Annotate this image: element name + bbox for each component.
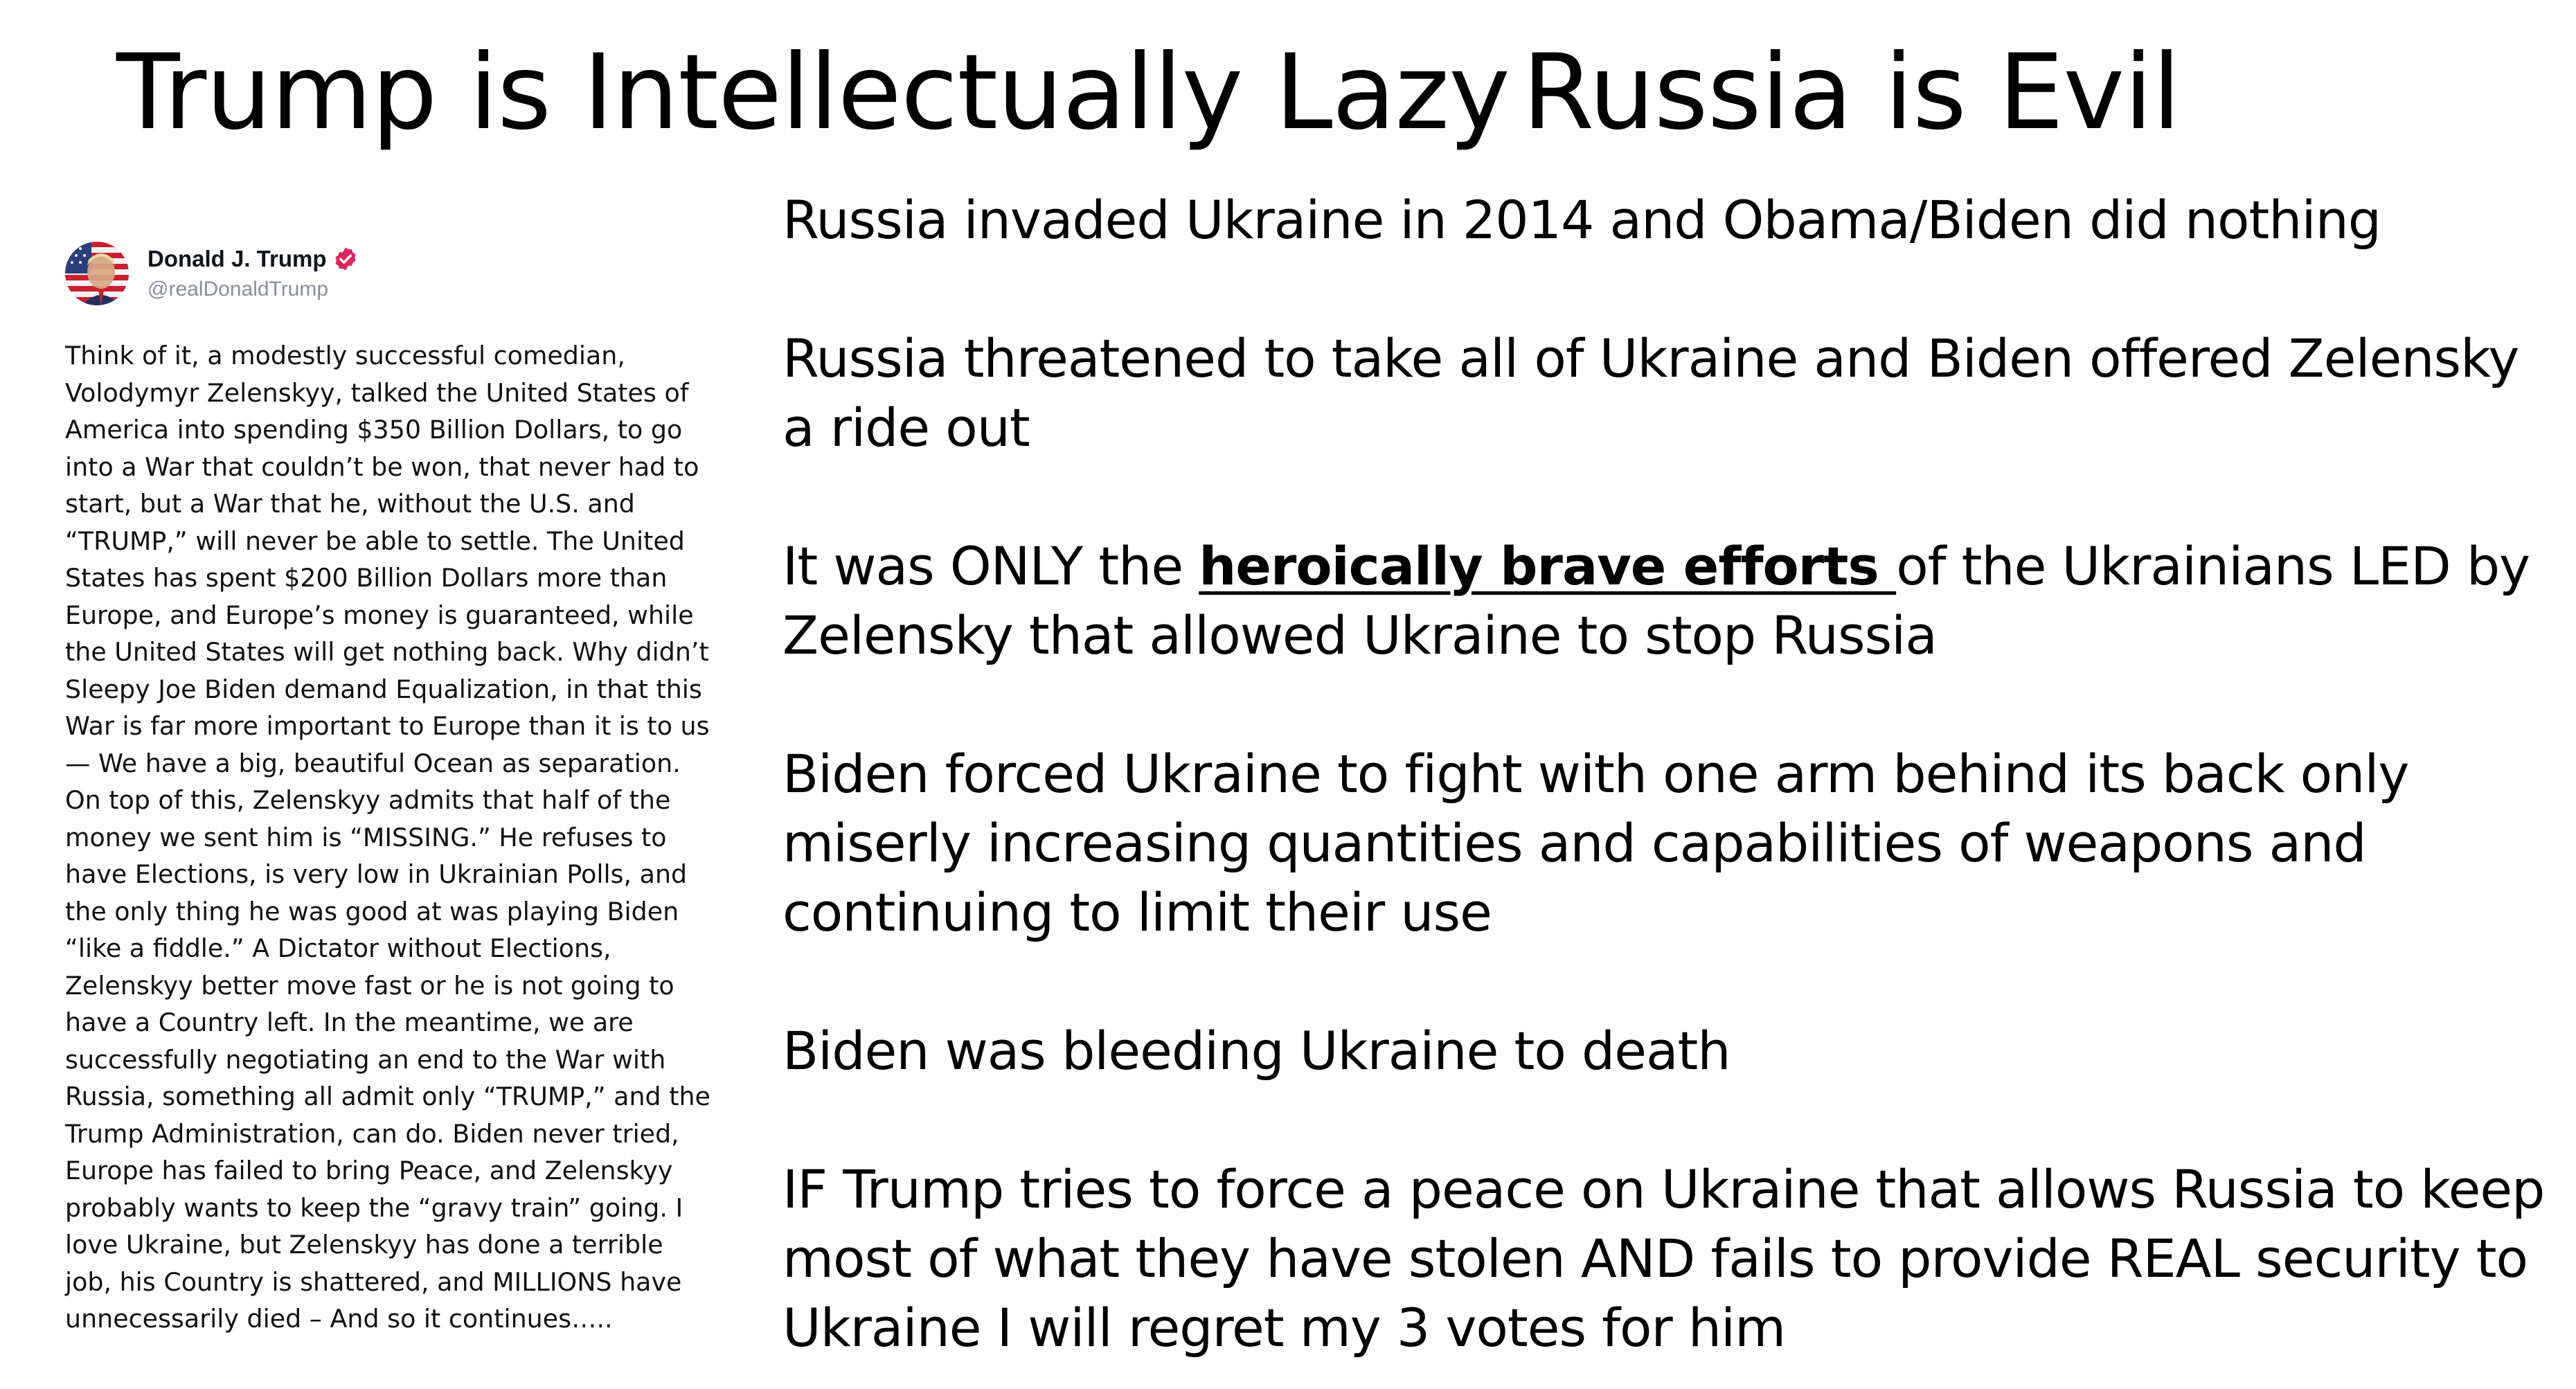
tweet-header: [65, 239, 716, 308]
tweet-text: Think of it, a modestly successful comedian, Volodymyr Zelenskyy, talked the United States of America into spending $350 Billion Dollars, to go into a War that couldn’t be won, that never had to start, but a War that he, without the U.S. and “TRUMP,” will never be able to settle. The United States has spent $200 Billion Dollars more than Europe, and Europe’s money is guaranteed, while the United States will get nothing back. Why didn’t Sleepy Joe Biden demand Equalization, in that this War is far more important to Europe than it is to us — We have a big, beautiful Ocean as separation. On top of this, Zelenskyy admits that half of the money we sent him is “MISSING.” He refuses to have Elections, is very low in Ukrainian Polls, and the only thing he was good at was playing Biden “like a fiddle.” A Dictator without Elections, Zelenskyy better move fast or he is not going to have a Country left. In the meantime, we are successfully negotiating an end to the War with Russia, something all admit only “TRUMP,” and the Trump Administration, can do. Biden never tried, Europe has failed to bring Peace, and Zelenskyy probably wants to keep the “gravy train” going. I love Ukraine, but Zelenskyy has done a terrible job, his Country is shattered, and MILLIONS have unnecessarily died – And so it continues…..: [65, 341, 710, 1334]
points-list: [782, 186, 2555, 1363]
author-name-row: [147, 246, 359, 272]
tweet-card: [65, 239, 716, 1338]
point-3-suffix: of the Ukrainians LED by Zelensky that allowed Ukraine to stop Russia: [782, 535, 2530, 666]
point-3: [782, 532, 2555, 670]
point-5: Biden was bleeding Ukraine to death: [782, 1020, 1730, 1082]
author-handle[interactable]: @realDonaldTrump: [147, 278, 329, 301]
heading-left: Trump is Intellectually Lazy: [116, 33, 1510, 153]
point-2: Russia threatened to take all of Ukraine and Biden offered Zelensky a ride out: [782, 328, 2519, 458]
author-display-name[interactable]: Donald J. Trump: [147, 246, 327, 271]
flag-portrait-avatar-icon[interactable]: [65, 242, 129, 305]
tweet-author: [147, 246, 359, 301]
verified-badge-icon: [332, 246, 359, 272]
point-1: Russia invaded Ukraine in 2014 and Obama/Biden did nothing: [782, 189, 2381, 251]
point-3-emphasis: heroically brave efforts: [1199, 535, 1897, 597]
point-3-prefix: It was ONLY the: [782, 535, 1199, 597]
point-4: Biden forced Ukraine to fight with one arm behind its back only miserly increasing quantities and capabilities of weapons and continuing to limit their use: [782, 743, 2409, 943]
heading-right: Russia is Evil: [1522, 33, 2181, 153]
point-6: IF Trump tries to force a peace on Ukraine that allows Russia to keep most of what they have stolen AND fails to provide REAL security to Ukraine I will regret my 3 votes for him: [782, 1158, 2545, 1359]
